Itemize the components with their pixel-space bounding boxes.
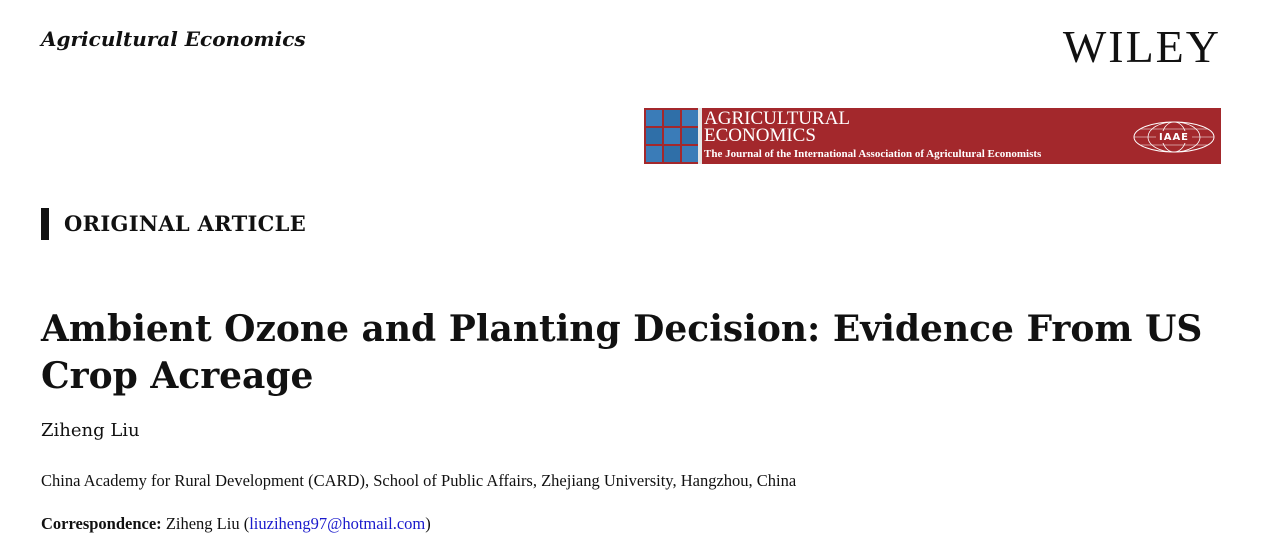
banner-title: [704, 110, 850, 144]
publisher-logo: WILEY: [1062, 21, 1221, 72]
globe-emblem-icon: [1132, 120, 1216, 154]
banner-strip: [698, 108, 702, 164]
article-title: Ambient Ozone and Planting Decision: Evidence From US Crop Acreage: [41, 308, 1203, 397]
banner-subtitle: The Journal of the International Association of Agricultural Economists: [704, 148, 1042, 160]
correspondence: [41, 514, 431, 534]
journal-name: Agricultural Economics: [41, 27, 306, 51]
section-marker: [41, 208, 49, 240]
author-affiliation: China Academy for Rural Development (CARD), School of Public Affairs, Zhejiang University, Hangzhou, China: [41, 471, 797, 490]
correspondence-name: Ziheng Liu: [165, 514, 240, 533]
section-label: ORIGINAL ARTICLE: [64, 211, 307, 236]
journal-banner: [644, 108, 1221, 164]
banner-title-line2: ECONOMICS: [704, 125, 816, 146]
author-name[interactable]: Ziheng Liu: [41, 420, 140, 441]
correspondence-close-paren: ): [425, 514, 431, 533]
banner-title-line1: AGRICULTURAL: [704, 108, 851, 129]
correspondence-open-paren: (: [243, 514, 250, 533]
correspondence-email-link[interactable]: liuziheng97@hotmail.com: [249, 514, 426, 533]
emblem-label: IAAE: [1158, 131, 1190, 143]
correspondence-label: Correspondence:: [41, 514, 162, 533]
banner-squares-graphic: [646, 110, 698, 162]
